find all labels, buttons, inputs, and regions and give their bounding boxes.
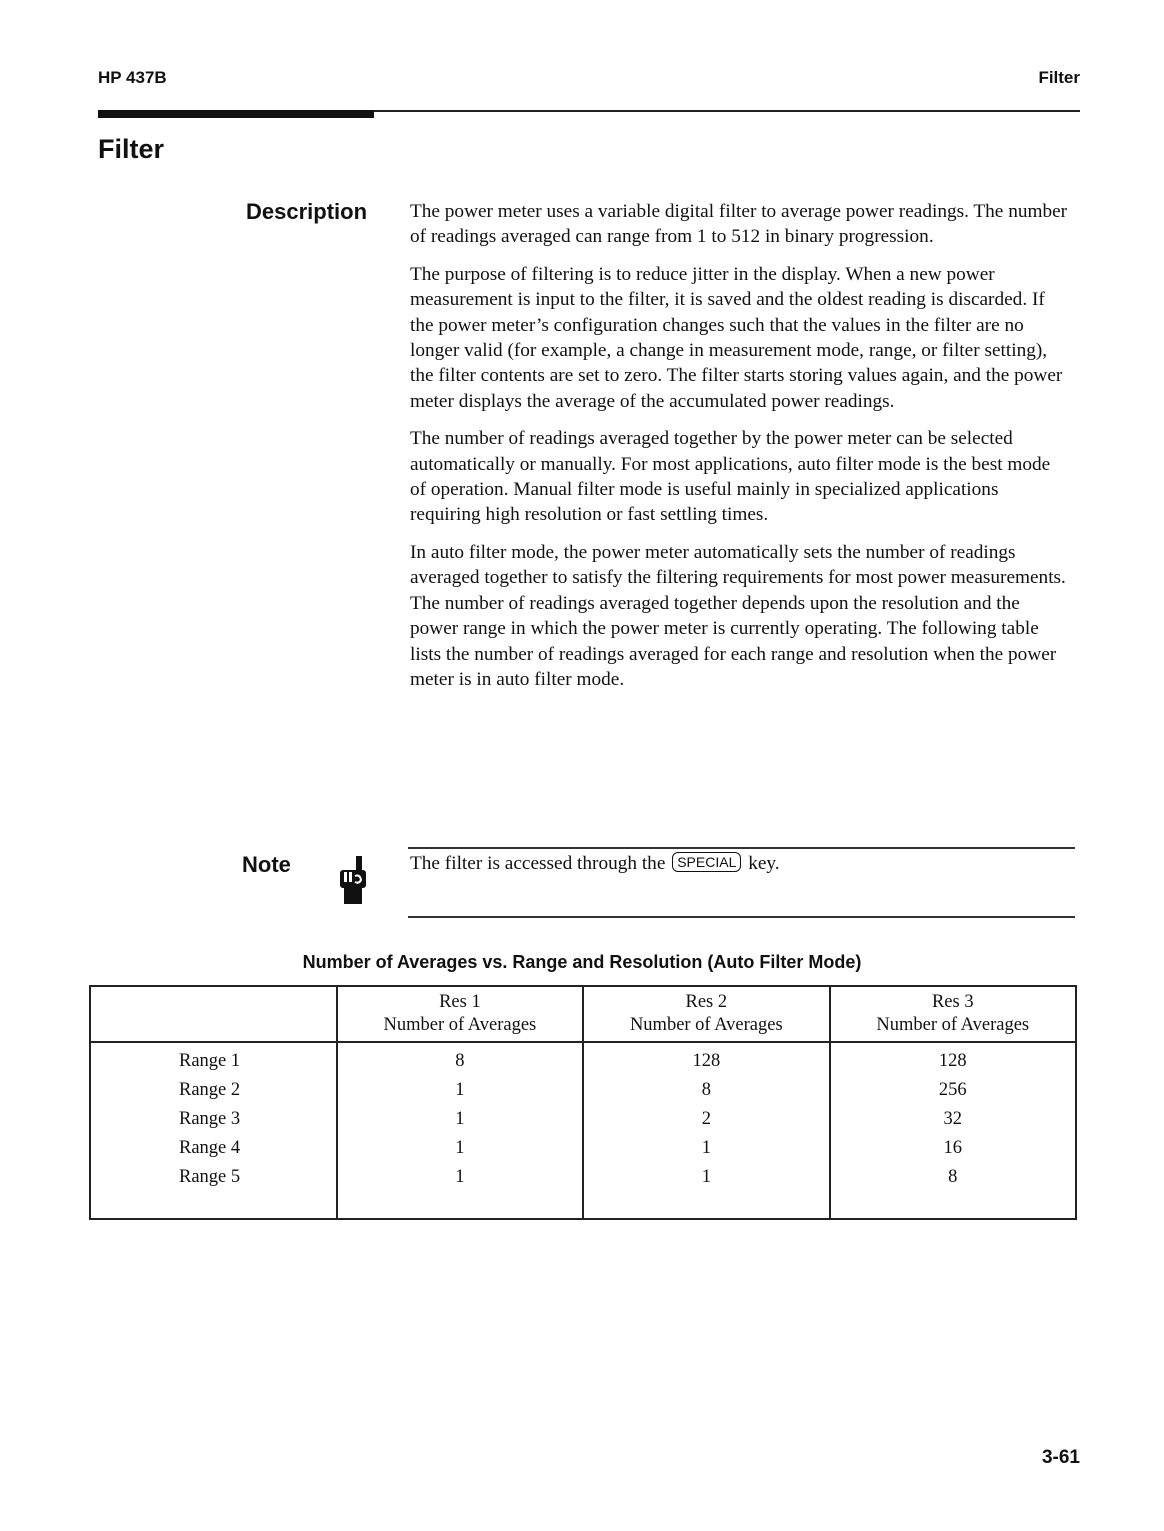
cell-res2: 8: [583, 1076, 829, 1105]
description-paragraph: The number of readings averaged together by the power meter can be selected automatically or manually. For most applications, auto filter mode is the best mode of operation. Manual filter mode is useful mainly in specialized applications requiring high resolution or fast settling times.: [410, 428, 1051, 526]
header-product: HP 437B: [98, 68, 167, 87]
table-row: [90, 1042, 1076, 1076]
cell-res3: 256: [830, 1076, 1076, 1105]
column-header-res2: [583, 986, 829, 1042]
description-paragraph: In auto filter mode, the power meter automatically sets the number of readings averaged together to satisfy the filtering requirements for most power measurements. The number of readings averaged together depends upon the resolution and the power range in which the power meter is currently operating. The following table lists the number of readings averaged for each range and resolution when the power meter is in auto filter mode.: [410, 541, 1066, 690]
column-header-subtitle: Number of Averages: [629, 1015, 783, 1035]
row-label: Range 5: [90, 1163, 337, 1192]
page-title: Filter: [98, 134, 165, 164]
column-header-title: Res 2: [685, 992, 728, 1012]
column-header-res3: [830, 986, 1076, 1042]
column-header-title: Res 3: [931, 992, 974, 1012]
cell-res3: 16: [830, 1134, 1076, 1163]
description-paragraph: The power meter uses a variable digital filter to average power readings. The number of readings averaged can range from 1 to 512 in binary progression.: [410, 201, 1068, 248]
spacer-cell: [90, 1192, 337, 1219]
note-divider-top: [408, 847, 1075, 849]
cell-res2: 1: [583, 1134, 829, 1163]
cell-res2: 128: [583, 1042, 829, 1076]
table-row: [90, 1105, 1076, 1134]
table-spacer-row: [90, 1192, 1076, 1219]
cell-res3: 8: [830, 1163, 1076, 1192]
column-header-res1: [337, 986, 583, 1042]
column-header-subtitle: Number of Averages: [876, 1015, 1030, 1035]
column-header-title: Res 1: [439, 992, 481, 1012]
note-text-after: key.: [748, 853, 780, 874]
table-header-row: [90, 986, 1076, 1042]
header-rule-thick: [98, 110, 374, 118]
note-text: [410, 853, 780, 875]
cell-res3: 32: [830, 1105, 1076, 1134]
note-divider-bottom: [408, 916, 1075, 918]
note-text-before: The filter is accessed through the: [410, 853, 666, 874]
column-header-blank: [90, 986, 337, 1042]
table-row: [90, 1076, 1076, 1105]
column-header-subtitle: Number of Averages: [383, 1015, 537, 1035]
cell-res1: 1: [337, 1163, 583, 1192]
table-row: [90, 1163, 1076, 1192]
row-label: Range 2: [90, 1076, 337, 1105]
cell-res2: 1: [583, 1163, 829, 1192]
pointing-hand-icon: [336, 854, 372, 906]
cell-res1: 8: [337, 1042, 583, 1076]
cell-res1: 1: [337, 1134, 583, 1163]
row-label: Range 1: [90, 1042, 337, 1076]
description-body: [410, 199, 1070, 704]
cell-res1: 1: [337, 1076, 583, 1105]
header-section: Filter: [1038, 68, 1080, 87]
averages-table: [89, 985, 1077, 1220]
description-paragraph: The purpose of filtering is to reduce jitter in the display. When a new power measurement is input to the filter, it is saved and the oldest reading is discarded. If the power meter’s configuration changes such that the values in the filter are no longer valid (for example, a change in measurement mode, range, or filter setting), the filter contents are set to zero. The filter starts storing values again, and the power meter displays the average of the accumulated power readings.: [410, 263, 1063, 412]
cell-res2: 2: [583, 1105, 829, 1134]
table-title: Number of Averages vs. Range and Resolution (Auto Filter Mode): [302, 952, 862, 972]
row-label: Range 4: [90, 1134, 337, 1163]
cell-res3: 128: [830, 1042, 1076, 1076]
special-key: SPECIAL: [672, 852, 741, 872]
cell-res1: 1: [337, 1105, 583, 1134]
description-label: Description: [246, 199, 368, 224]
page-number: 3-61: [1041, 1447, 1080, 1468]
spacer-cell: [337, 1192, 583, 1219]
spacer-cell: [583, 1192, 829, 1219]
table-row: [90, 1134, 1076, 1163]
note-label: Note: [242, 852, 291, 877]
row-label: Range 3: [90, 1105, 337, 1134]
spacer-cell: [830, 1192, 1076, 1219]
